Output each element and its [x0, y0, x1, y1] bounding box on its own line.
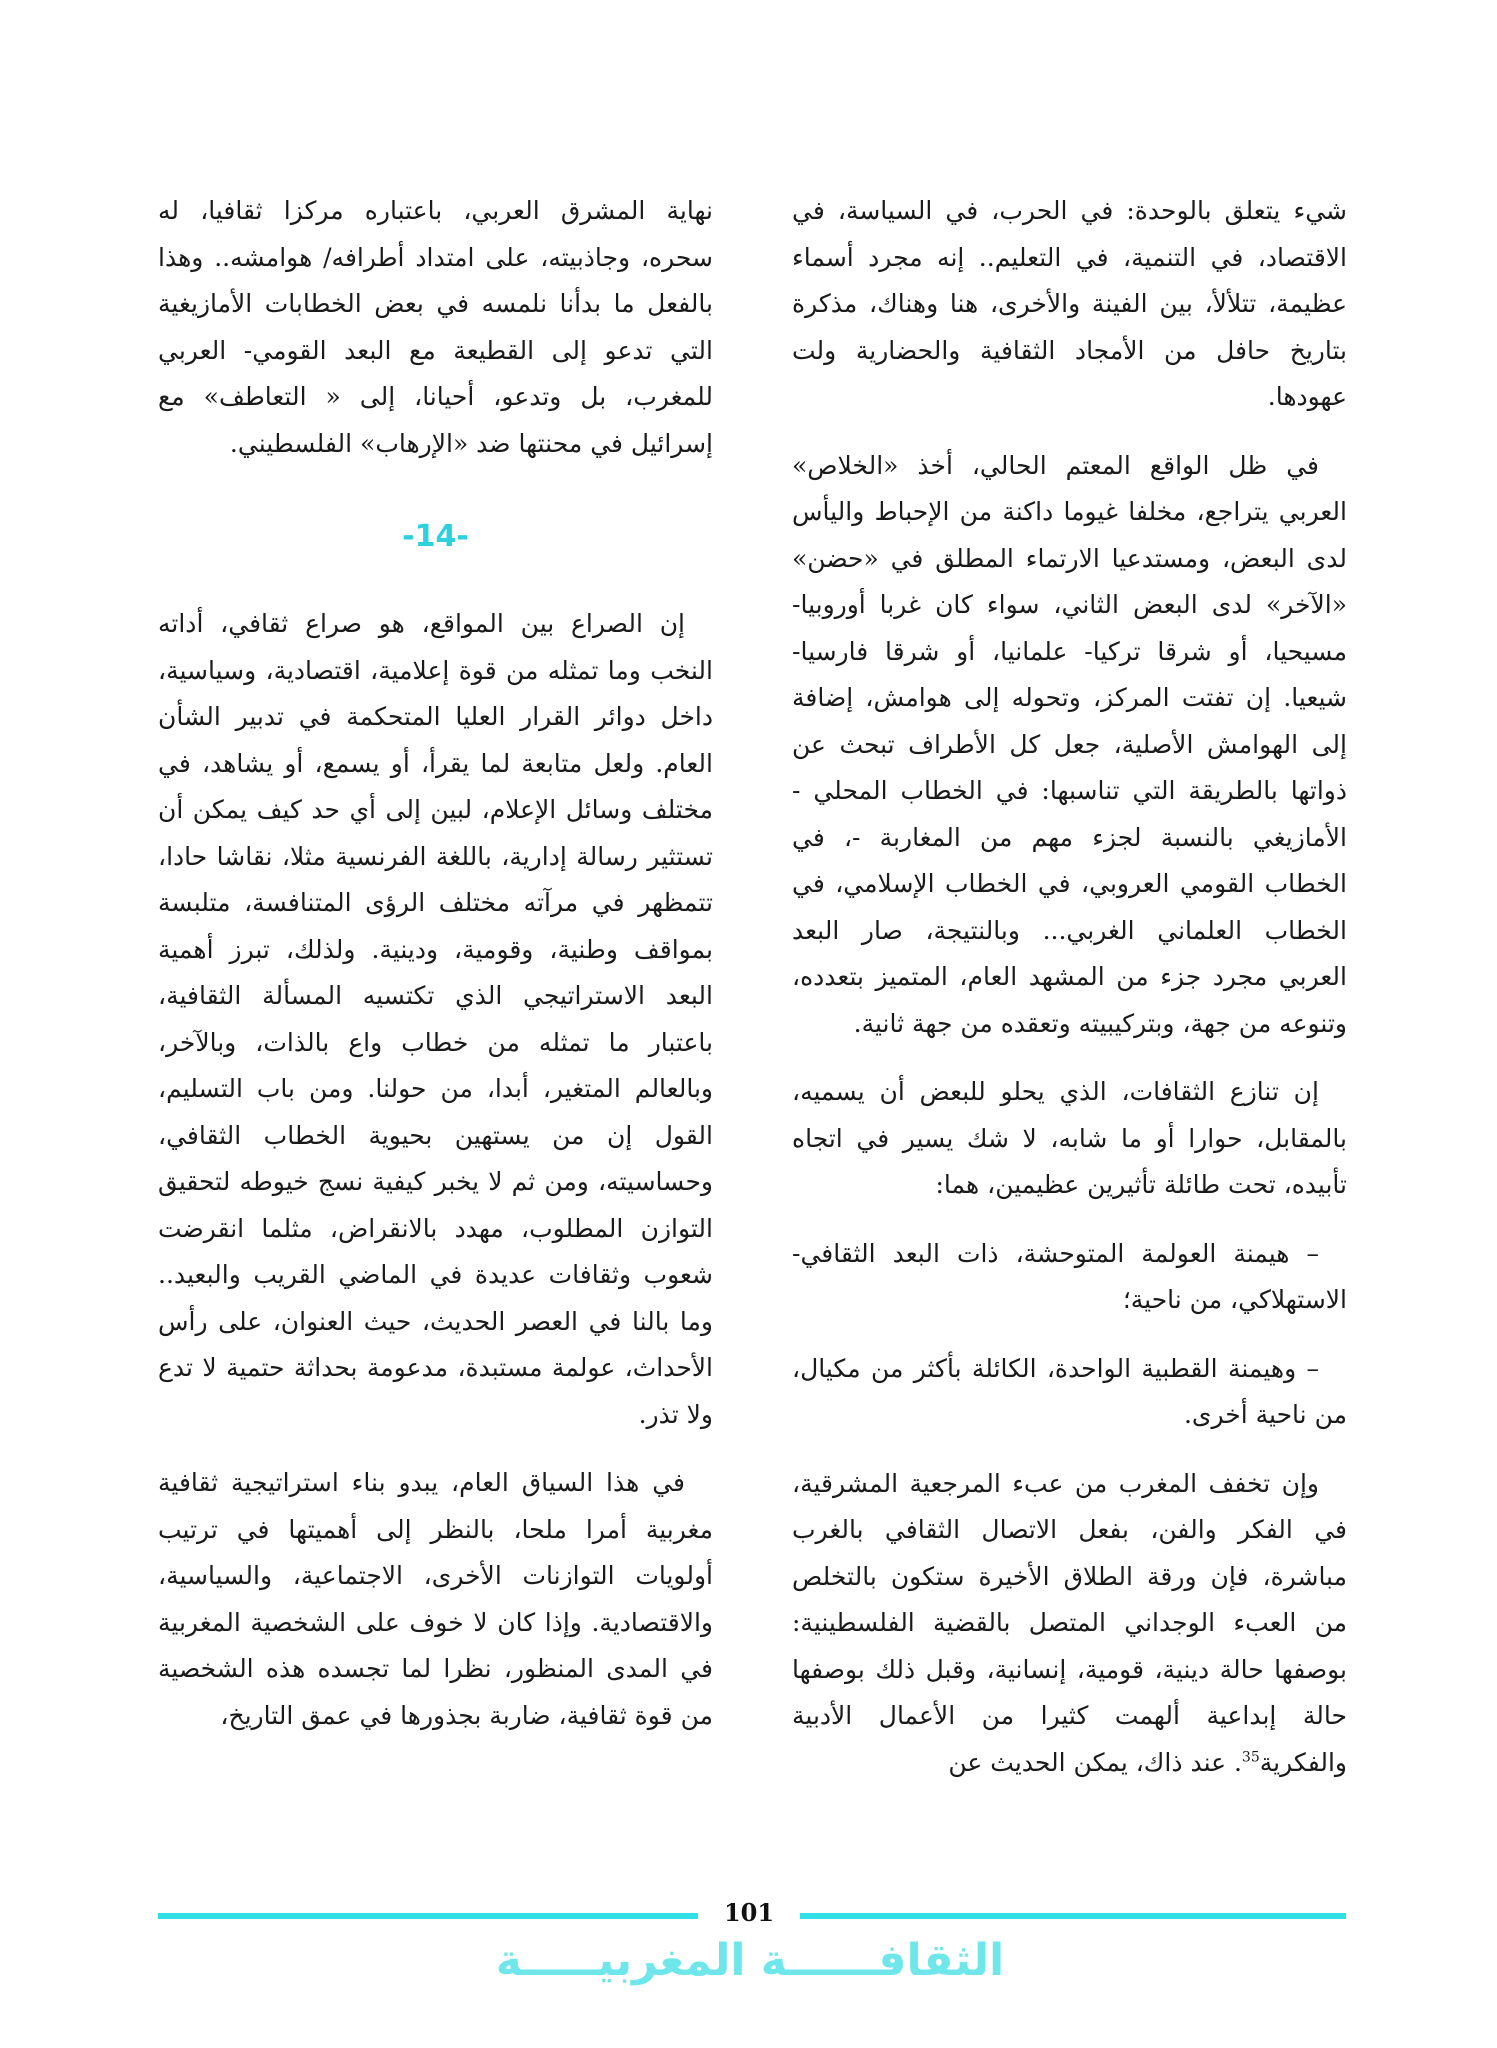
footer-rule-left: [158, 1913, 698, 1919]
paragraph-morocco-orient-text: وإن تخفف المغرب من عبء المرجعية المشرقية، في الفكر والفن، بفعل الاتصال الثقافي بالغرب مباشرة، فإن ورقة الطلاق الأخيرة ستكون بالتخلص من العبء الوجداني المتصل بالقضية الفلسطينية: بوصفها حالة دينية، قومية، إنسانية، وقبل ذلك بوصفها حالة إبداعية ألهمت كثيرا من الأعمال الأدبية والفكرية: [792, 1468, 1347, 1777]
list-item-globalization: – هيمنة العولمة المتوحشة، ذات البعد الثقافي- الاستهلاكي، من ناحية؛: [792, 1238, 1347, 1314]
magazine-title: الثقافــــــة المغربيـــــة: [495, 1935, 1005, 1986]
right-column: [792, 188, 1347, 1808]
paragraph-khalas: في ظل الواقع المعتم الحالي، أخذ «الخلاص» العربي يتراجع، مخلفا غيوما داكنة من الإحباط واليأس لدى البعض، ومستدعيا الارتماء المطلق في «حضن» «الآخر» لدى البعض الثاني، سواء كان غربا أوروبيا-مسيحيا، أو شرقا تركيا- علمانيا، أو شرقا فارسيا- شيعيا. إن تفتت المركز، وتحوله إلى هوامش، إضافة إلى الهوامش الأصلية، جعل كل الأطراف تبحث عن ذواتها بالطريقة التي تناسبها: في الخطاب المحلي - الأمازيغي بالنسبة لجزء مهم من المغاربة -، في الخطاب القومي العروبي، في الخطاب الإسلامي، في الخطاب العلماني الغربي... وبالنتيجة، صار البعد العربي مجرد جزء من المشهد العام، المتميز بتعدده، وتنوعه من جهة، وبتركيبيته وتعقده من جهة ثانية.: [792, 450, 1347, 1038]
paragraph-morocco-orient: [792, 1461, 1347, 1787]
footnote-ref-35[interactable]: 35: [1241, 1749, 1260, 1766]
list-item-unipolarity: – وهيمنة القطبية الواحدة، الكائلة بأكثر من مكيال، من ناحية أخرى.: [792, 1353, 1347, 1429]
left-column: [158, 188, 713, 1761]
paragraph-cultures-conflict: إن تنازع الثقافات، الذي يحلو للبعض أن يسميه، بالمقابل، حوارا أو ما شابه، لا شك يسير في اتجاه تأبيده، تحت طائلة تأثيرين عظيمين، هما:: [792, 1077, 1347, 1199]
paragraph-unity: شيء يتعلق بالوحدة: في الحرب، في السياسة، في الاقتصاد، في التنمية، في التعليم.. إنه مجرد أسماء عظيمة، تتلألأ، بين الفينة والأخرى، هنا وهناك، مذكرة بتاريخ حافل من الأمجاد الثقافية والحضارية ولت عهودها.: [792, 196, 1347, 411]
paragraph-morocco-orient-tail: . عند ذاك، يمكن الحديث عن: [948, 1747, 1242, 1777]
paragraph-struggle: إن الصراع بين المواقع، هو صراع ثقافي، أداته النخب وما تمثله من قوة إعلامية، اقتصادية، وسياسية، داخل دوائر القرار العليا المتحكمة في تدبير الشأن العام. ولعل متابعة لما يقرأ، أو يسمع، أو يشاهد، في مختلف وسائل الإعلام، لبين إلى أي حد كيف يمكن أن تستثير رسالة إدارية، باللغة الفرنسية مثلا، نقاشا حادا، تتمظهر في مرآته مختلف الرؤى المتنافسة، متلبسة بمواقف وطنية، وقومية، ودينية. ولذلك، تبرز أهمية البعد الاستراتيجي الذي تكتسيه المسألة الثقافية، باعتبار ما تمثله من خطاب واع بالذات، وبالآخر، وبالعالم المتغير، أبدا، من حولنا. ومن باب التسليم، القول إن من يستهين بحيوية الخطاب الثقافي، وحساسيته، ومن ثم لا يخبر كيفية نسج خيوطه لتحقيق التوازن المطلوب، مهدد بالانقراض، مثلما انقرضت شعوب وثقافات عديدة في الماضي القريب والبعيد.. وما بالنا في العصر الحديث، حيث العنوان، على رأس الأحداث، عولمة مستبدة، مدعومة بحداثة حتمية لا تدع ولا تذر.: [158, 609, 713, 1429]
paragraph-orient-end: نهاية المشرق العربي، باعتباره مركزا ثقافيا، له سحره، وجاذبيته، على امتداد أطرافه/ هوامشه.. وهذا بالفعل ما بدأنا نلمسه في بعض الخطابات الأمازيغية التي تدعو إلى القطيعة مع البعد القومي- العربي للمغرب، بل وتدعو، أحيانا، إلى « التعاطف» مع إسرائيل في محنتها ضد «الإرهاب» الفلسطيني.: [158, 196, 713, 458]
paragraph-strategy: في هذا السياق العام، يبدو بناء استراتيجية ثقافية مغربية أمرا ملحا، بالنظر إلى أهميتها في ترتيب أولويات التوازنات الأخرى، الاجتماعية، والسياسية، والاقتصادية. وإذا كان لا خوف على الشخصية المغربية في المدى المنظور، نظرا لما تجسده هذه الشخصية من قوة ثقافية، ضاربة بجذورها في عمق التاريخ،: [158, 1468, 713, 1730]
footer-rule-right: [800, 1913, 1346, 1919]
page-number: 101: [723, 1898, 775, 1927]
section-number: -14-: [402, 519, 469, 554]
